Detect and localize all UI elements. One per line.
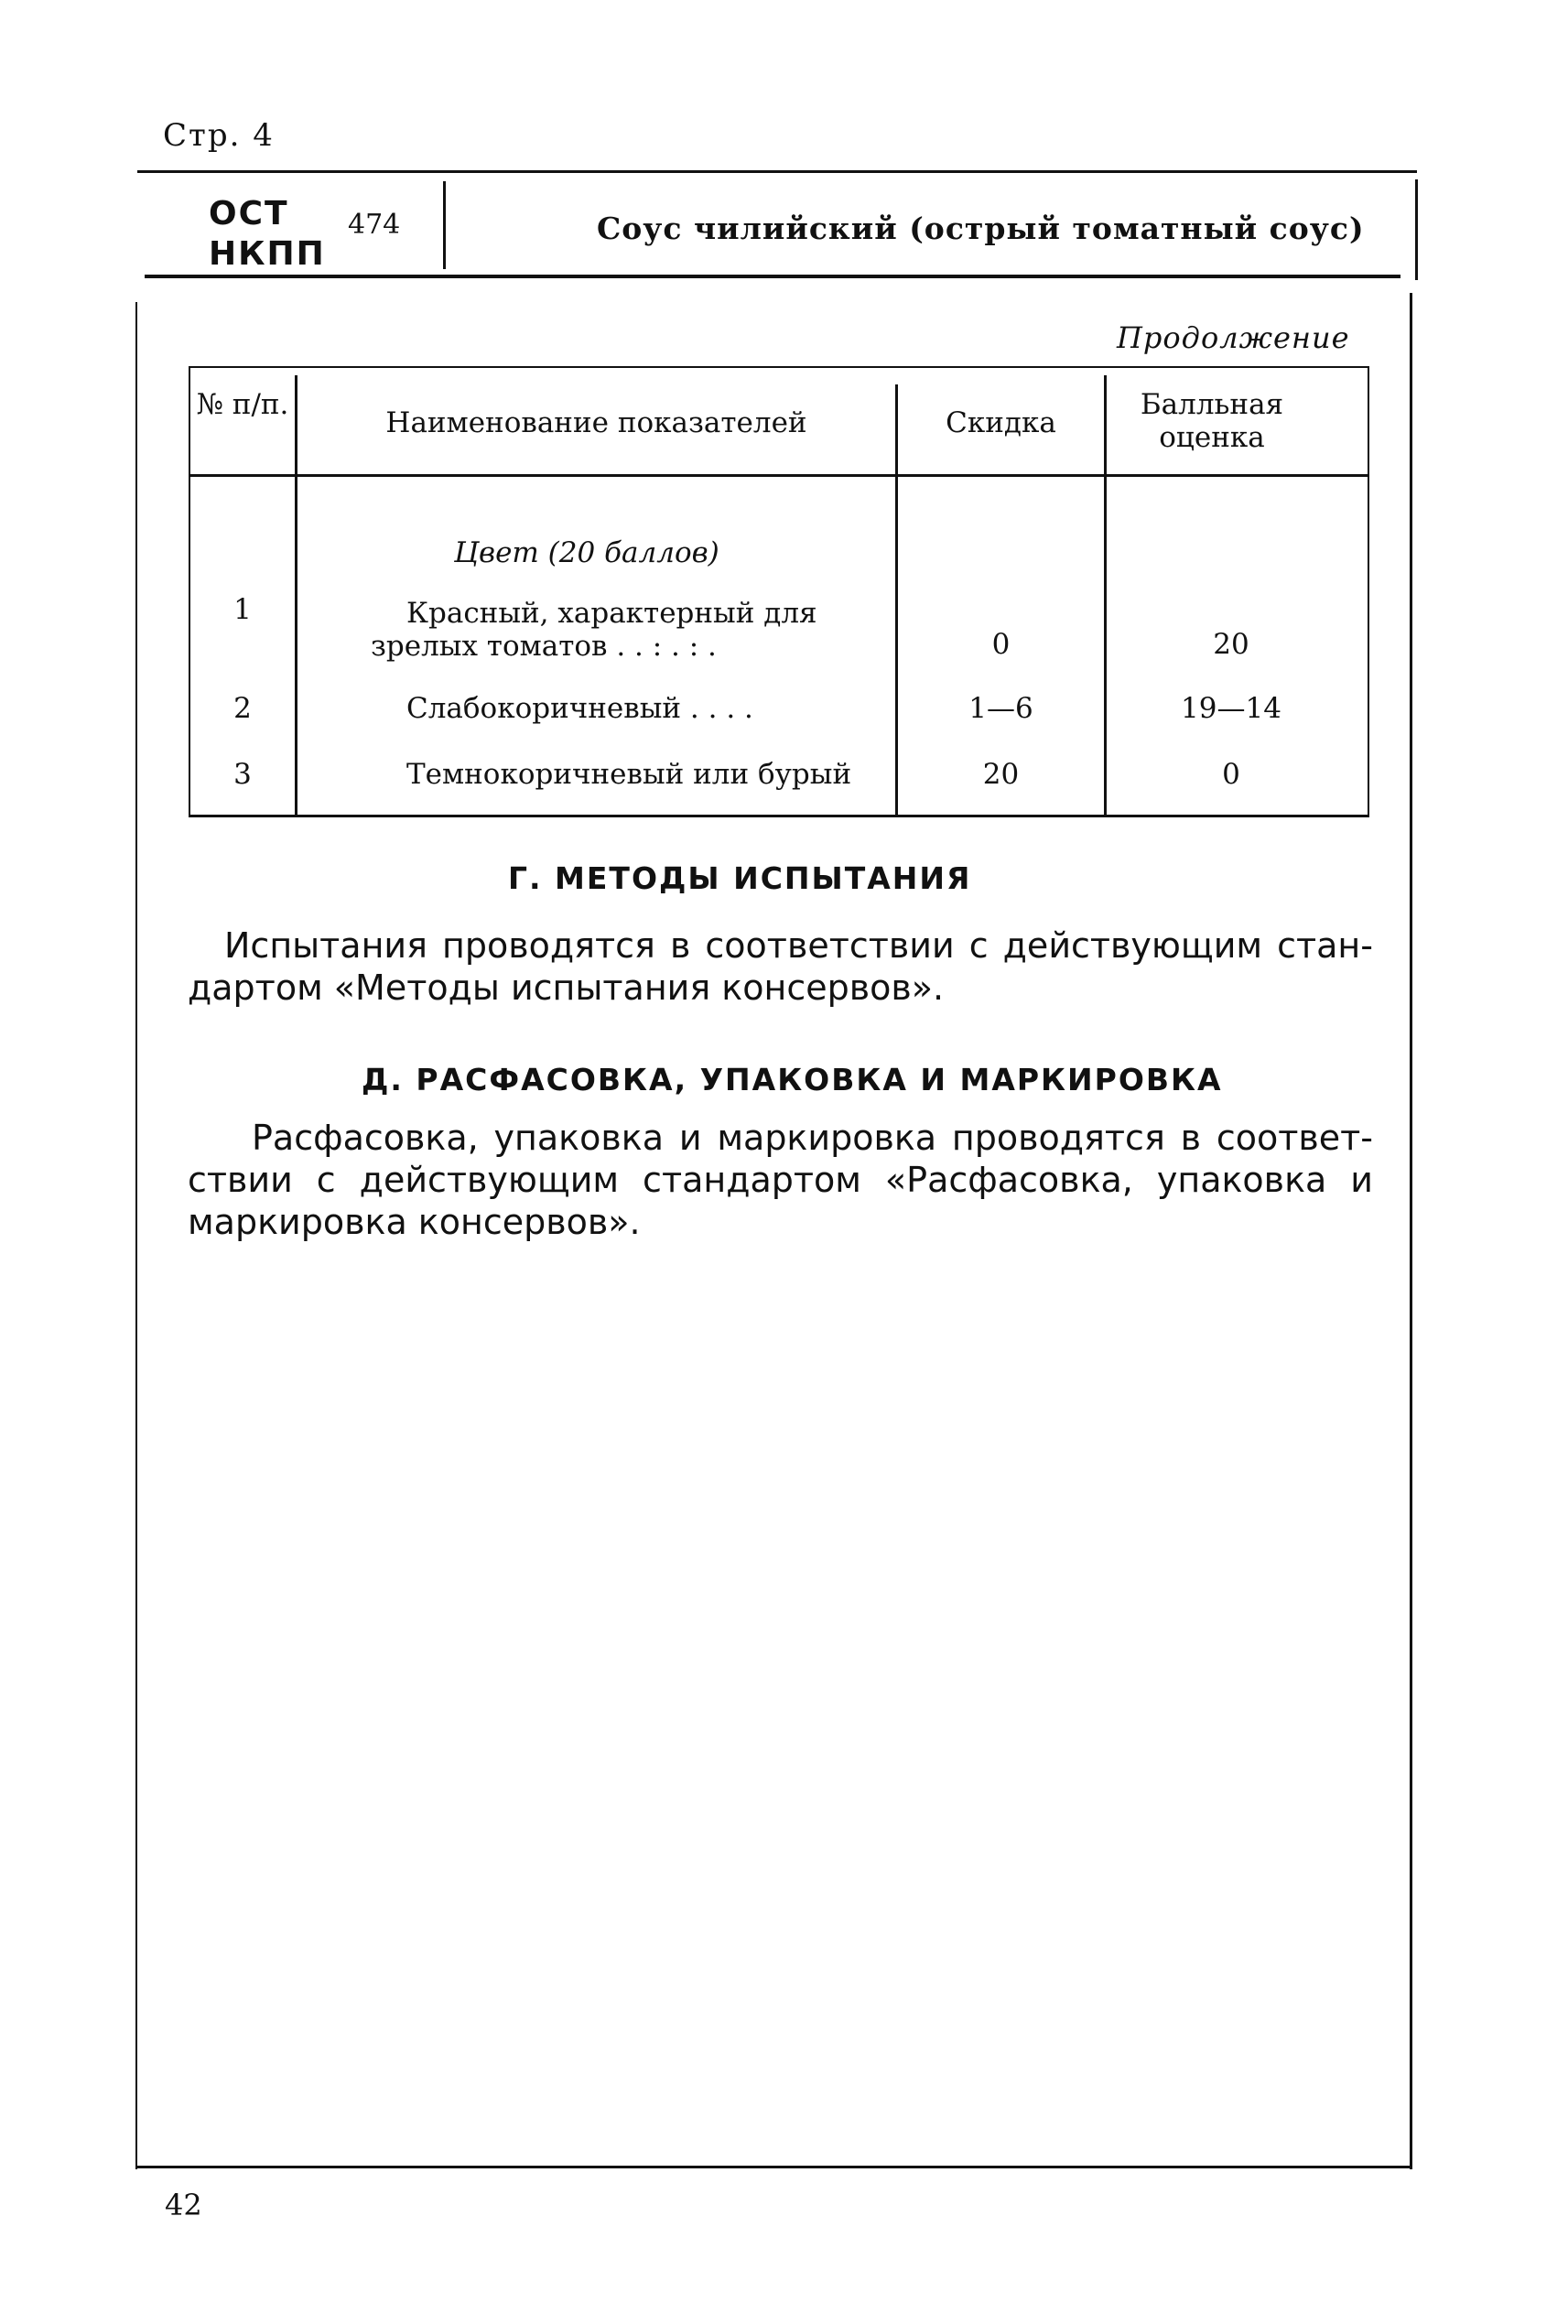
row-discount: 0 (991, 628, 1011, 661)
row-score: 20 (1213, 628, 1249, 661)
header-divider (443, 181, 446, 269)
row-number: 3 (233, 758, 252, 791)
header-score: Балльная оценка (1140, 388, 1284, 454)
table-right-border (1368, 368, 1369, 816)
section-g-line1: Испытания проводятся в соответствии с действующим стан- (224, 925, 1373, 966)
section-d-line1: Расфасовка, упаковка и маркировка проводятся в соответ- (252, 1118, 1373, 1158)
table-bottom-rule (189, 815, 1369, 817)
frame-right-border (1410, 293, 1412, 2169)
frame-bottom-rule (135, 2166, 1412, 2168)
standard-code (209, 194, 326, 275)
document-title: Соус чилийский (острый томатный соус) (597, 211, 1365, 246)
section-g-heading: Г. МЕТОДЫ ИСПЫТАНИЯ (508, 860, 972, 896)
section-g-paragraph (188, 924, 1373, 1009)
page-label: Стр. 4 (163, 117, 275, 154)
header-bottom-rule (145, 275, 1400, 278)
standard-code-line1: ОСТ (209, 195, 289, 232)
row-score: 19—14 (1181, 692, 1281, 725)
row-name-line1: Слабокоричневый . . . . (406, 692, 753, 725)
header-top-rule (137, 170, 1417, 173)
table-left-border (189, 368, 190, 816)
section-d-line3: маркировка консервов». (188, 1202, 641, 1242)
standard-number: 474 (348, 209, 401, 241)
group-title: Цвет (20 баллов) (454, 536, 719, 569)
header-number: № п/п. (196, 388, 289, 421)
table-col-divider-1 (295, 375, 297, 816)
page-number: 42 (165, 2188, 202, 2222)
section-d-paragraph (188, 1117, 1373, 1243)
row-name-line2: зрелых томатов . . : . : . (371, 630, 717, 663)
row-name-line1: Темнокоричневый или бурый (406, 758, 852, 791)
row-discount: 20 (982, 758, 1020, 791)
row-discount: 1—6 (968, 692, 1033, 725)
header-indicator-name: Наименование показателей (385, 406, 807, 439)
standard-code-line2: НКПП (209, 235, 326, 273)
row-number: 1 (233, 593, 252, 626)
section-g-line2: дартом «Методы испытания консервов». (188, 967, 945, 1008)
header-discount: Скидка (946, 406, 1056, 439)
row-name-line1: Красный, характерный для (406, 597, 817, 630)
frame-left-border (135, 302, 137, 2169)
section-d-heading: Д. РАСФАСОВКА, УПАКОВКА И МАРКИРОВКА (362, 1062, 1223, 1097)
section-d-line2: ствии с действующим стандартом «Расфасовка, упаковка и (188, 1160, 1373, 1200)
header-right-border (1415, 179, 1418, 280)
table-col-divider-2 (895, 384, 898, 816)
table-top-rule (189, 366, 1369, 368)
row-score: 0 (1222, 758, 1240, 791)
row-number: 2 (233, 692, 252, 725)
continuation-label: Продолжение (1117, 320, 1350, 355)
table-header-rule (189, 474, 1369, 477)
